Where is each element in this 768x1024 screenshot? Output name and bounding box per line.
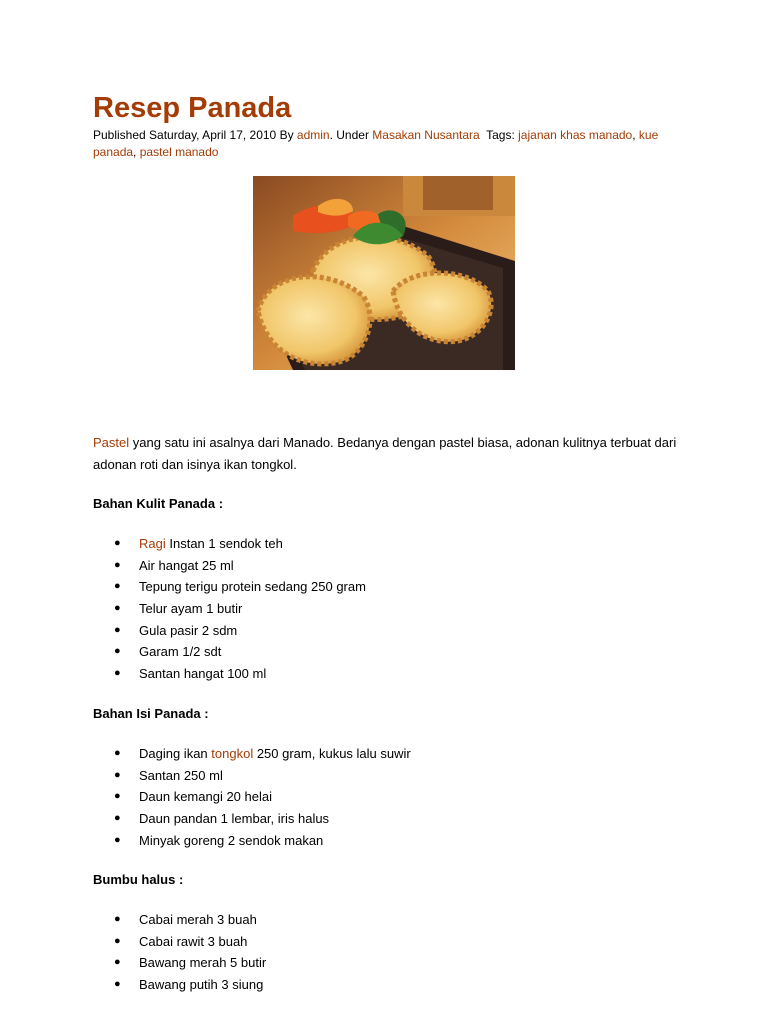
- item-text: Daun pandan 1 lembar, iris halus: [139, 811, 330, 827]
- bullet-icon: ●: [114, 790, 121, 803]
- item-text: Bawang merah 5 butir: [139, 955, 267, 971]
- list-item: [93, 743, 411, 765]
- item-text: 250 gram, kukus lalu suwir: [253, 746, 411, 761]
- intro-paragraph: [93, 432, 693, 476]
- item-text: Daging ikan: [139, 746, 212, 761]
- published-date: Published Saturday, April 17, 2010 By: [93, 128, 297, 142]
- list-item: [93, 952, 266, 974]
- list-item: [93, 641, 366, 663]
- bullet-icon: ●: [114, 623, 121, 636]
- category-link[interactable]: Masakan Nusantara: [372, 128, 480, 142]
- item-text: Telur ayam 1 butir: [139, 601, 243, 617]
- panada-image: [253, 176, 515, 370]
- bullet-icon: ●: [114, 667, 121, 680]
- list-item: [93, 808, 411, 830]
- bullet-icon: ●: [114, 768, 121, 781]
- tag-link[interactable]: kue panada: [93, 128, 659, 159]
- tag-separator: ,: [133, 145, 140, 159]
- page-title: Resep Panada: [93, 92, 292, 124]
- bullet-icon: ●: [114, 978, 121, 991]
- under-label: . Under: [329, 128, 373, 142]
- list-item: [93, 620, 366, 642]
- item-text: Air hangat 25 ml: [139, 557, 234, 573]
- item-text: Gula pasir 2 sdm: [139, 622, 238, 638]
- bullet-icon: ●: [114, 913, 121, 925]
- tag-link[interactable]: jajanan khas manado: [518, 128, 633, 142]
- item-text: Tepung terigu protein sedang 250 gram: [139, 579, 366, 595]
- item-text: Santan 250 ml: [139, 767, 223, 783]
- list-item: [93, 786, 411, 808]
- list-item: [93, 533, 366, 555]
- ingredient-list-isi: [93, 743, 411, 851]
- bullet-icon: ●: [114, 602, 121, 615]
- tags-label: Tags:: [479, 128, 519, 142]
- list-item: [93, 663, 366, 685]
- post-meta: [93, 127, 683, 161]
- list-item: [93, 830, 411, 852]
- list-item: [93, 765, 411, 787]
- tag-separator: ,: [632, 128, 639, 142]
- ingredient-list-bumbu: [93, 909, 266, 996]
- section-heading-bumbu: Bumbu halus :: [93, 872, 184, 887]
- item-text: Garam 1/2 sdt: [139, 644, 222, 660]
- list-item: [93, 576, 366, 598]
- bullet-icon: ●: [114, 537, 121, 549]
- intro-text: yang satu ini asalnya dari Manado. Bedanya dengan pastel biasa, adonan kulitnya terbuat dari adonan roti dan isinya ikan tongkol.: [93, 435, 677, 472]
- item-text: Santan hangat 100 ml: [139, 666, 267, 682]
- bullet-icon: ●: [114, 580, 121, 593]
- item-text: Cabai merah 3 buah: [139, 912, 257, 927]
- tag-link[interactable]: pastel manado: [139, 145, 219, 159]
- bullet-icon: ●: [114, 956, 121, 969]
- section-heading-isi: Bahan Isi Panada :: [93, 706, 209, 721]
- list-item: [93, 598, 366, 620]
- item-text: Minyak goreng 2 sendok makan: [139, 832, 324, 848]
- list-item: [93, 931, 266, 953]
- tongkol-link[interactable]: tongkol: [211, 746, 254, 761]
- bullet-icon: ●: [114, 934, 121, 947]
- bullet-icon: ●: [114, 558, 121, 571]
- item-text: Daun kemangi 20 helai: [139, 789, 272, 805]
- item-text: Bawang putih 3 siung: [139, 977, 264, 993]
- list-item: [93, 909, 266, 931]
- bullet-icon: ●: [114, 645, 121, 658]
- panada-photo: [253, 176, 515, 370]
- bullet-icon: ●: [114, 833, 121, 846]
- ragi-link[interactable]: Ragi: [139, 536, 166, 551]
- bullet-icon: ●: [114, 747, 121, 759]
- item-text: Instan 1 sendok teh: [165, 536, 283, 551]
- section-heading-kulit: Bahan Kulit Panada :: [93, 496, 224, 511]
- pastel-link[interactable]: Pastel: [93, 435, 130, 450]
- bullet-icon: ●: [114, 812, 121, 825]
- list-item: [93, 555, 366, 577]
- list-item: [93, 974, 266, 996]
- item-text: Cabai rawit 3 buah: [139, 933, 248, 949]
- author-link[interactable]: admin: [296, 128, 330, 142]
- ingredient-list-kulit: [93, 533, 366, 685]
